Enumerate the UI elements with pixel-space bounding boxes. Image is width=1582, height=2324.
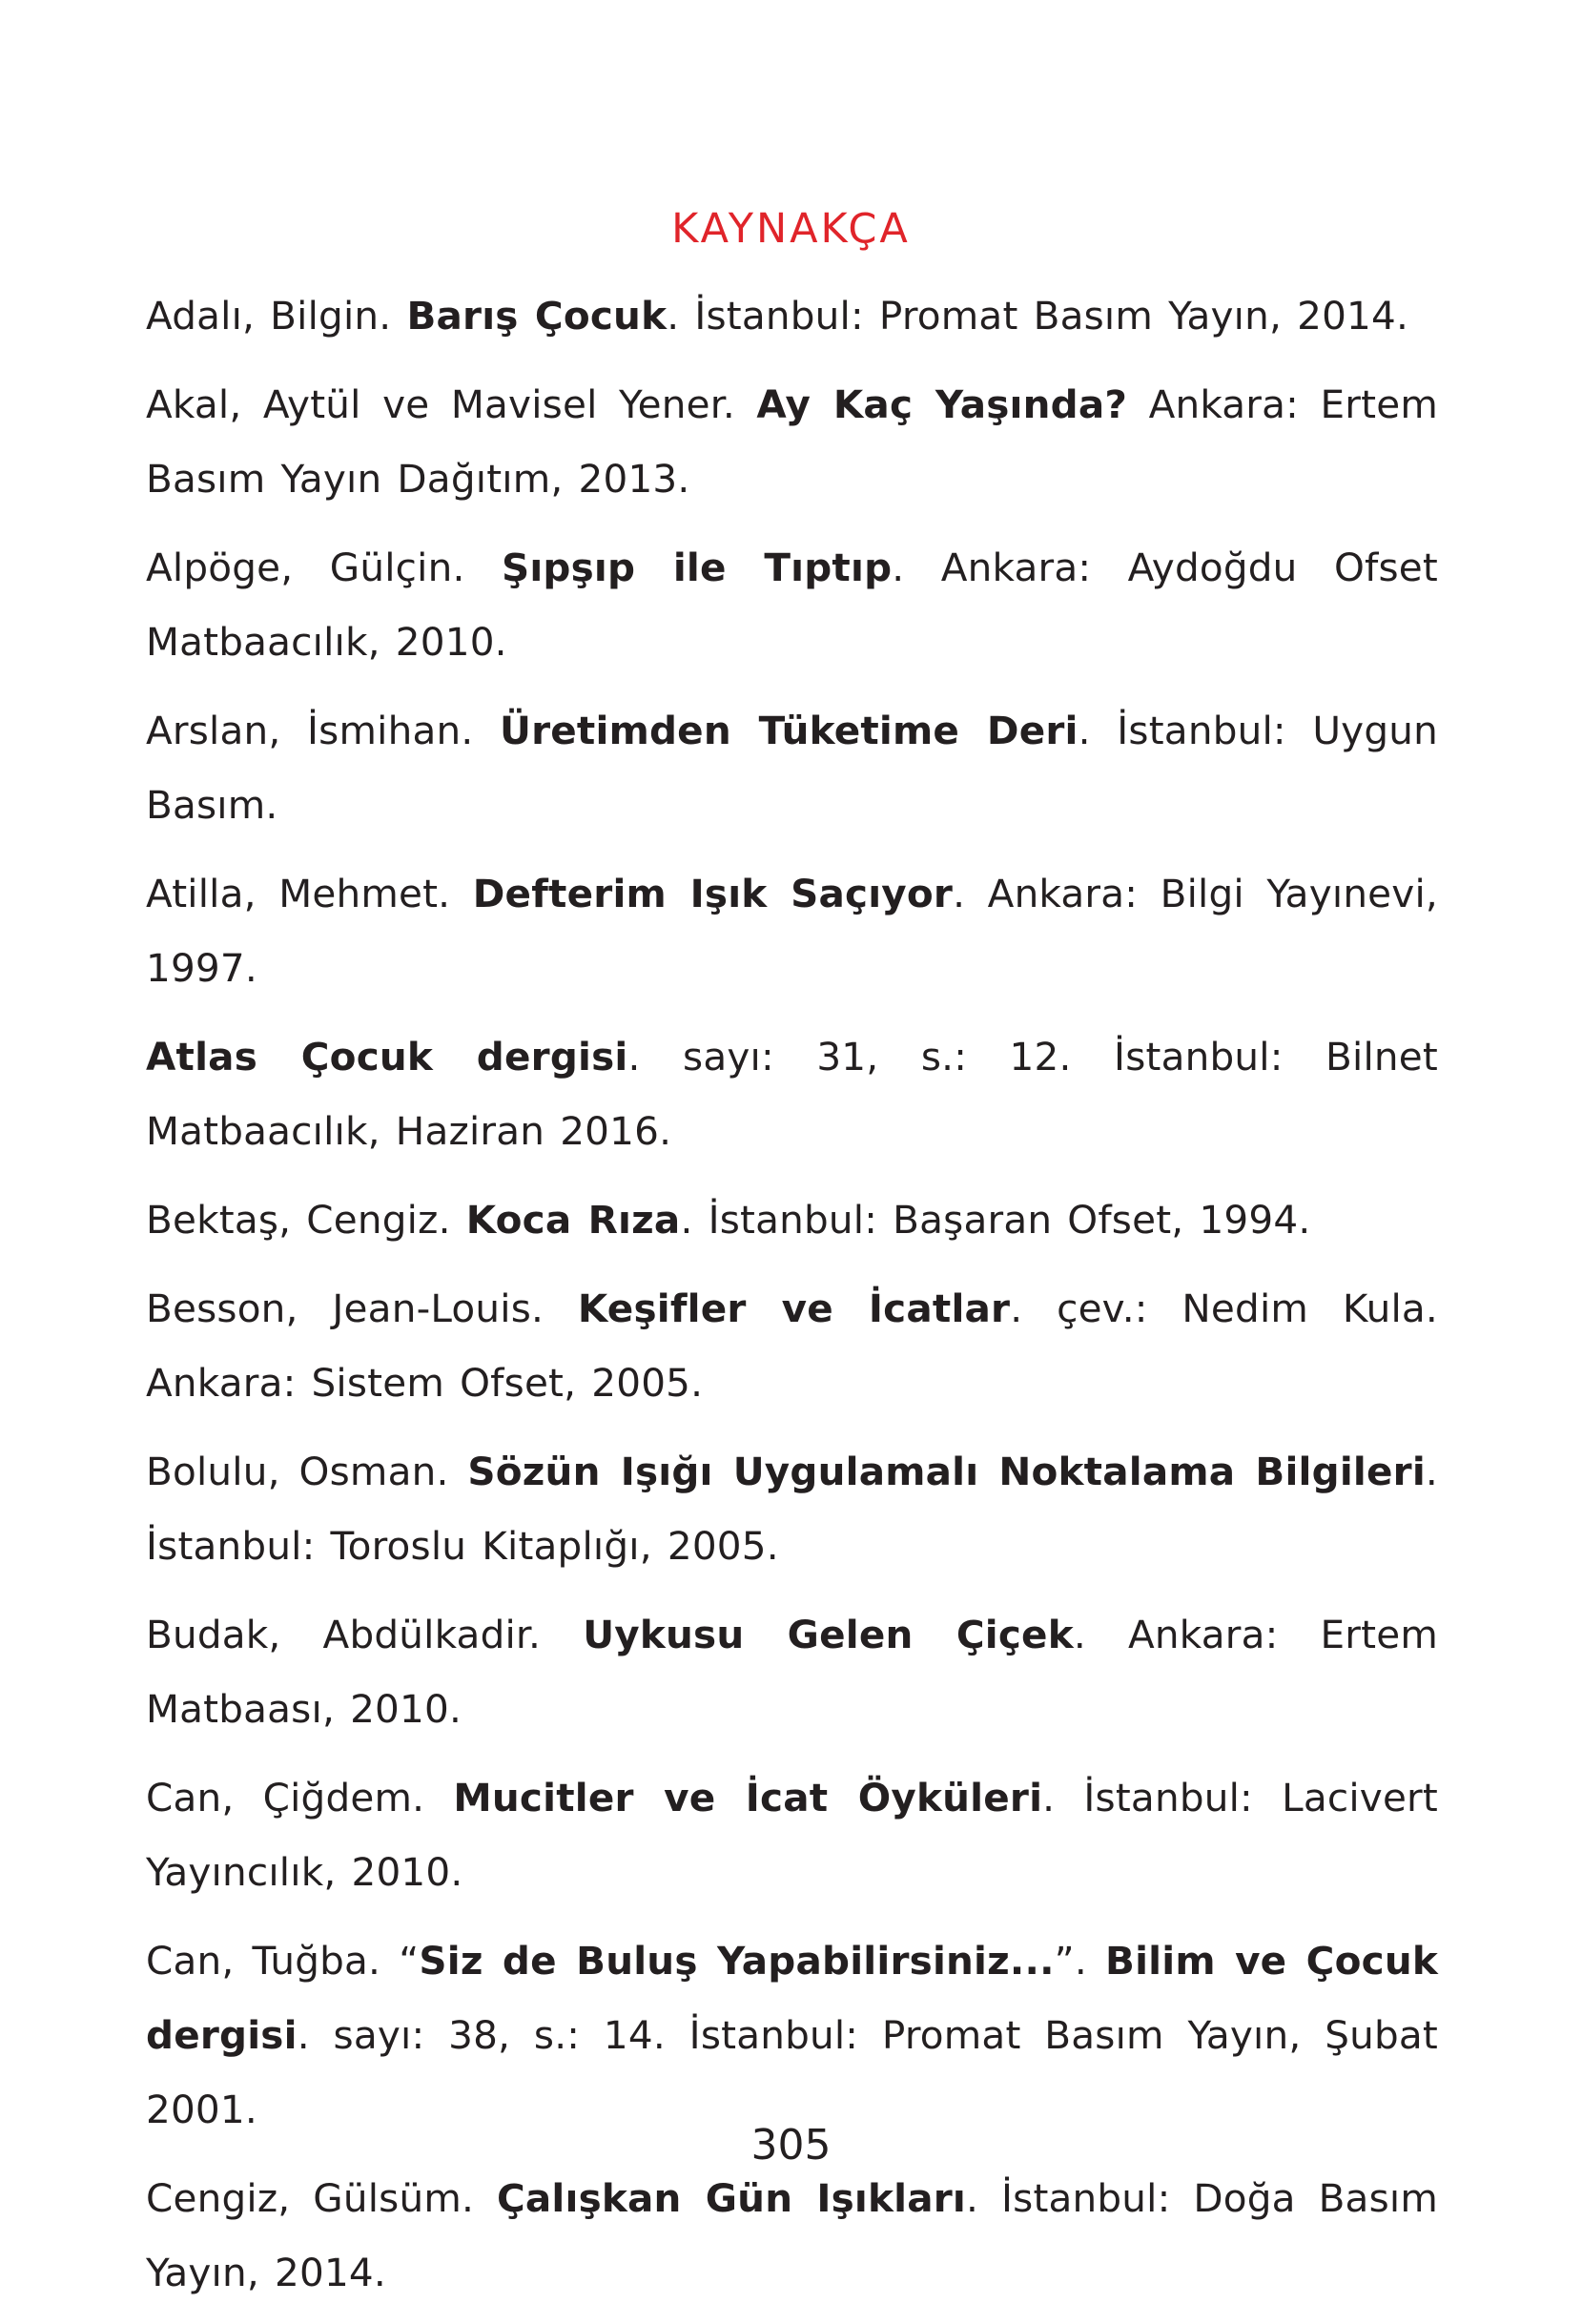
reference-entry: Arslan, İsmihan. Üretimden Tüketime Deri. İstanbul: Uygun Basım. (146, 708, 1438, 828)
reference-title: Ay Kaç Yaşında? (756, 381, 1128, 427)
reference-title: Atlas Çocuk dergisi (146, 1034, 628, 1080)
reference-title: Şıpşıp ile Tıptıp (501, 545, 893, 590)
reference-title: Defterim Işık Saçıyor (472, 871, 954, 916)
reference-title: Uykusu Gelen Çiçek (583, 1612, 1074, 1657)
reference-entry: Bolulu, Osman. Sözün Işığı Uygulamalı Noktalama Bilgileri. İstanbul: Toroslu Kitaplığı, 2005. (146, 1449, 1438, 1569)
reference-entry: Can, Tuğba. “Siz de Buluş Yapabilirsiniz...”. Bilim ve Çocuk dergisi. sayı: 38, s.: 14. İstanbul: Promat Basım Yayın, Şubat 2001. (146, 1938, 1438, 2132)
reference-entry: Atlas Çocuk dergisi. sayı: 31, s.: 12. İstanbul: Bilnet Matbaacılık, Haziran 2016. (146, 1034, 1438, 1154)
reference-entry: Atilla, Mehmet. Defterim Işık Saçıyor. Ankara: Bilgi Yayınevi, 1997. (146, 871, 1438, 991)
reference-entry: Besson, Jean-Louis. Keşifler ve İcatlar. çev.: Nedim Kula. Ankara: Sistem Ofset, 2005. (146, 1285, 1438, 1406)
reference-title: Koca Rıza (465, 1197, 681, 1243)
reference-entry: Can, Çiğdem. Mucitler ve İcat Öyküleri. İstanbul: Lacivert Yayıncılık, 2010. (146, 1775, 1438, 1895)
reference-entry: Adalı, Bilgin. Barış Çocuk. İstanbul: Promat Basım Yayın, 2014. (146, 293, 1409, 339)
reference-entry: Cengiz, Gülsüm. Çalışkan Gün Işıkları. İstanbul: Doğa Basım Yayın, 2014. (146, 2175, 1438, 2295)
reference-entry: Bektaş, Cengiz. Koca Rıza. İstanbul: Başaran Ofset, 1994. (146, 1197, 1311, 1243)
page-number: 305 (750, 2121, 832, 2170)
reference-title: Çalışkan Gün Işıkları (496, 2175, 967, 2221)
reference-title: Siz de Buluş Yapabilirsiniz... (419, 1938, 1055, 1984)
reference-journal: Bilim ve Çocuk dergisi (146, 1938, 1438, 2058)
reference-title: Mucitler ve İcat Öyküleri (453, 1775, 1043, 1820)
reference-entry: Alpöge, Gülçin. Şıpşıp ile Tıptıp. Ankara: Aydoğdu Ofset Matbaacılık, 2010. (146, 545, 1438, 665)
page-title: KAYNAKÇA (671, 205, 911, 253)
reference-title: Barış Çocuk (406, 293, 668, 339)
reference-entry: Budak, Abdülkadir. Uykusu Gelen Çiçek. Ankara: Ertem Matbaası, 2010. (146, 1612, 1438, 1732)
reference-title: Sözün Işığı Uygulamalı Noktalama Bilgileri (467, 1449, 1426, 1494)
reference-title: Keşifler ve İcatlar (577, 1285, 1011, 1331)
reference-entry: Akal, Aytül ve Mavisel Yener. Ay Kaç Yaşında? Ankara: Ertem Basım Yayın Dağıtım, 2013. (146, 381, 1439, 502)
reference-title: Üretimden Tüketime Deri (500, 708, 1079, 753)
reference-list (146, 278, 1438, 2324)
